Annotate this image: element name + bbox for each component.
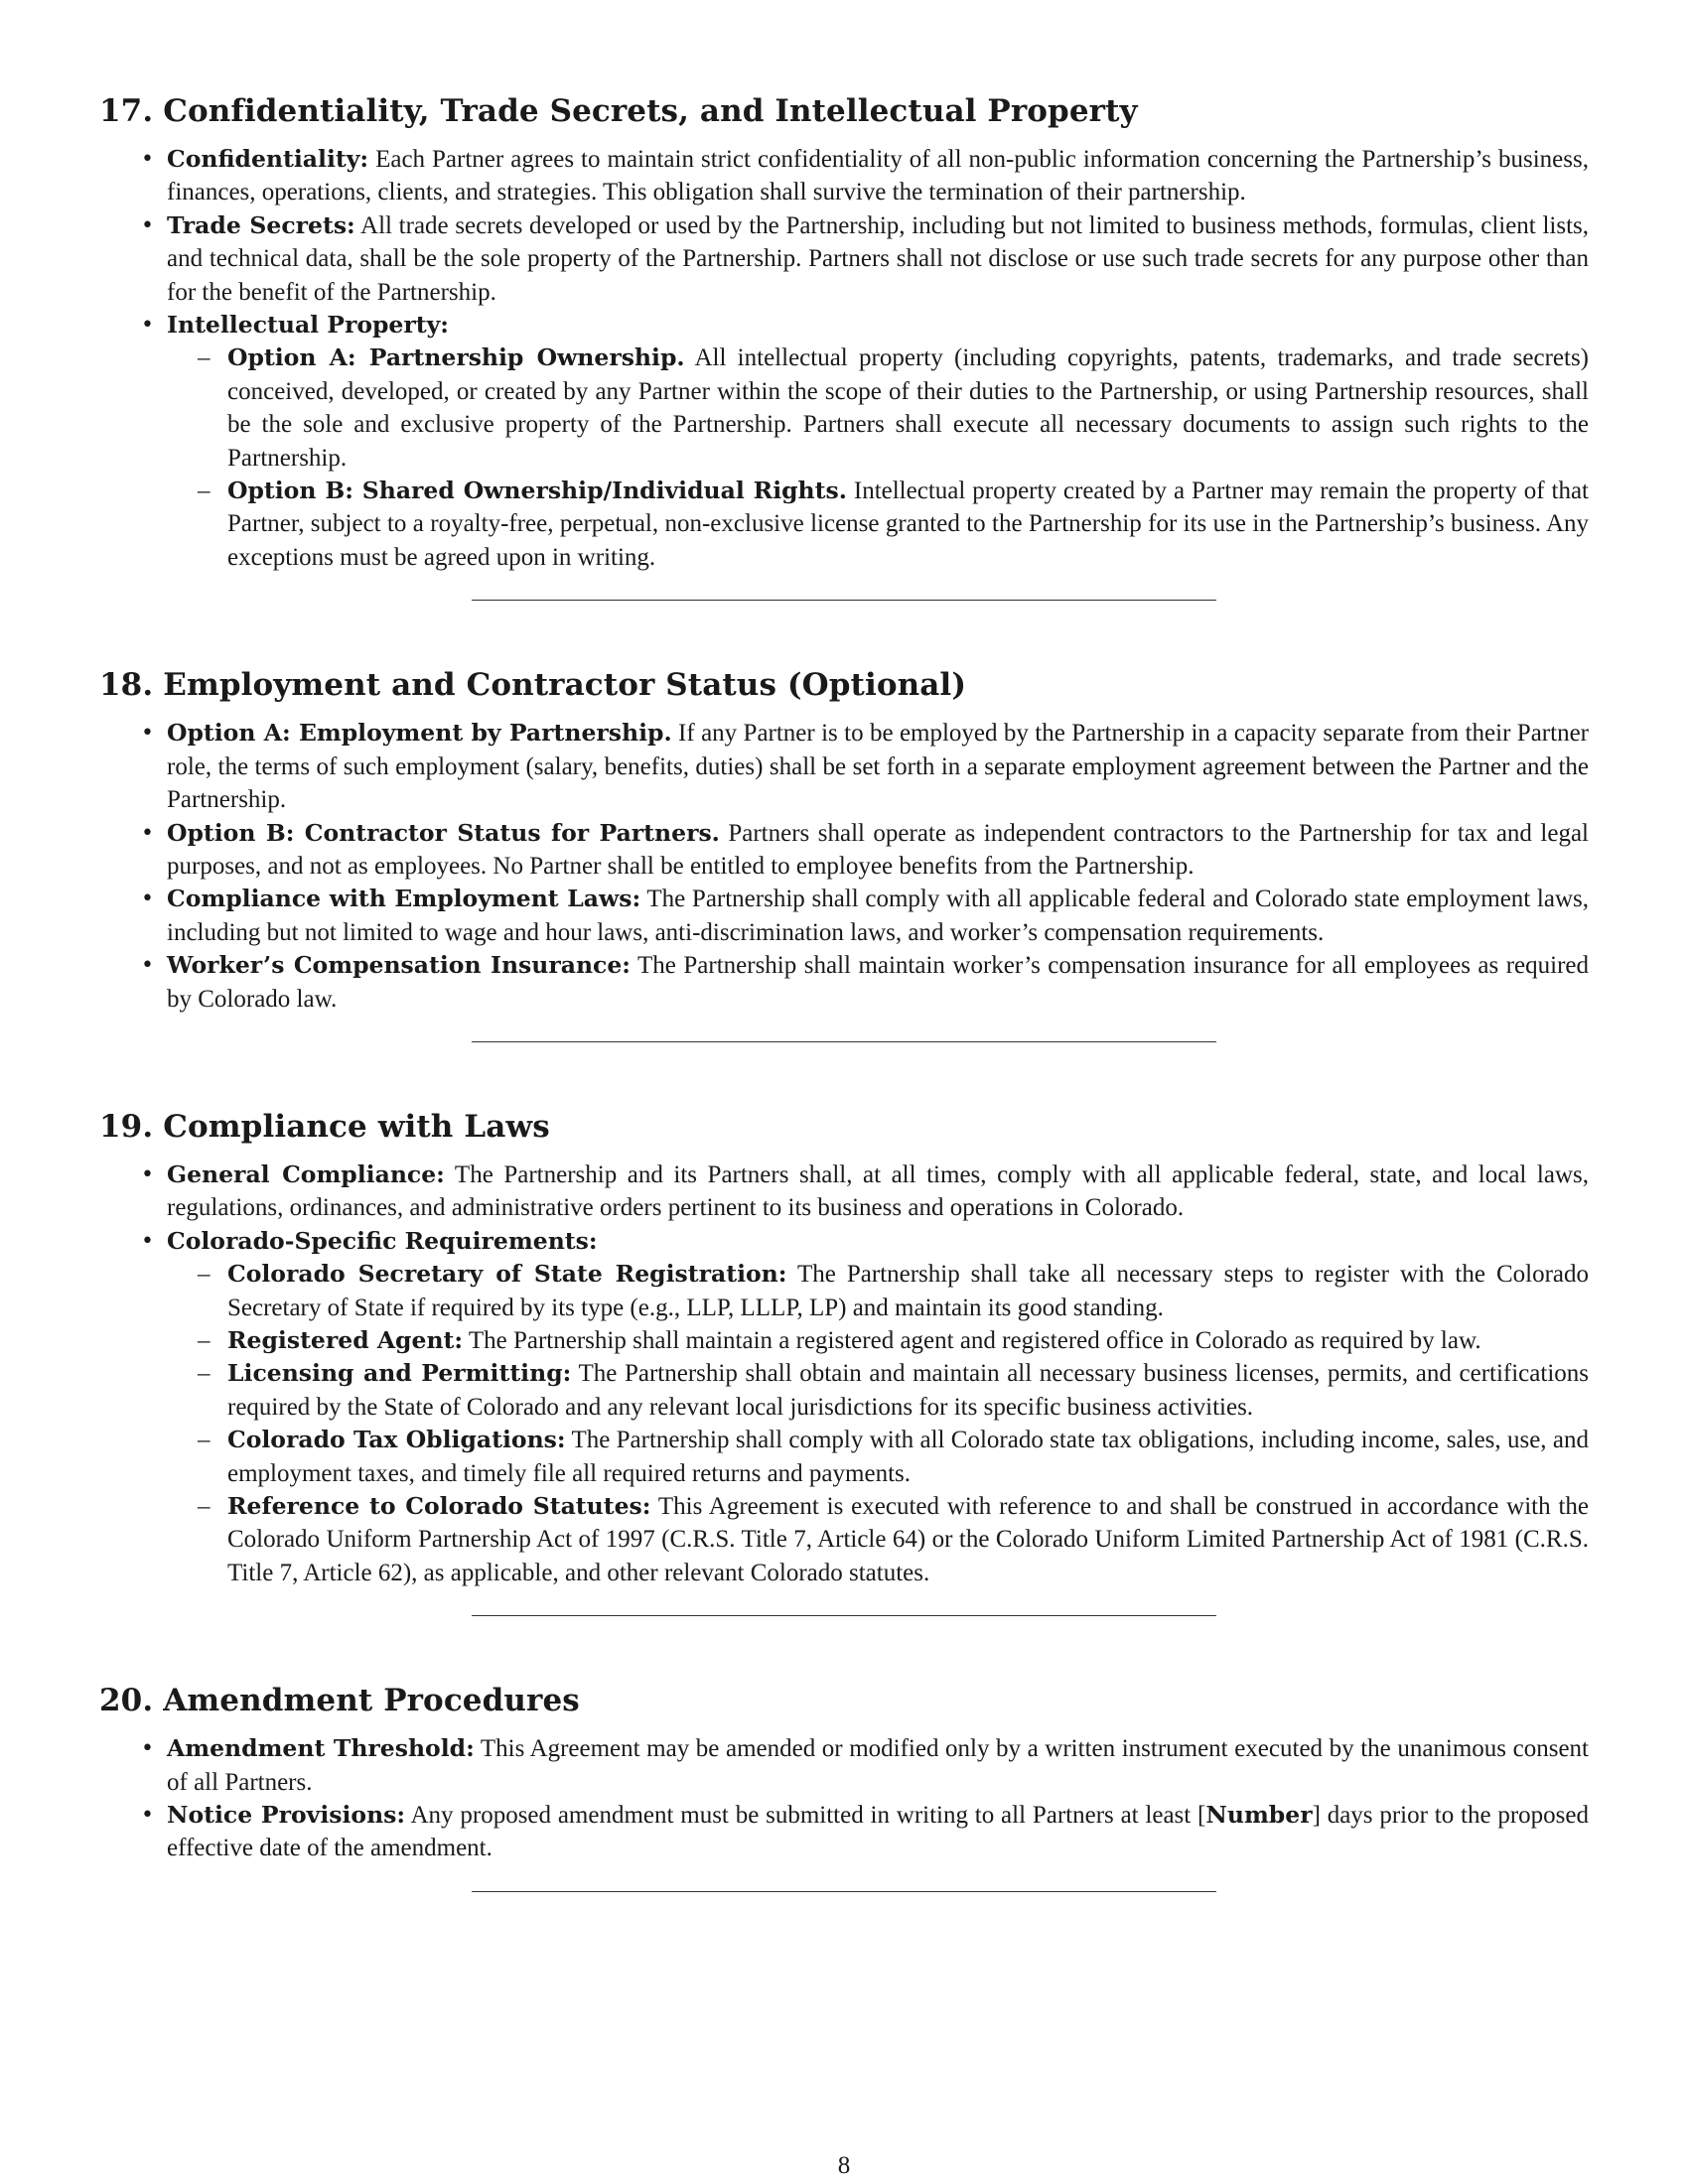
- bullet-list: [99, 717, 1589, 1016]
- bullet-list: [99, 1732, 1589, 1865]
- section-divider: [99, 1041, 1589, 1042]
- item-label: Worker’s Compensation Insurance:: [167, 951, 631, 980]
- item-label: Intellectual Property:: [167, 311, 449, 340]
- section-number: 18.: [99, 667, 154, 704]
- sub-list: [167, 341, 1589, 574]
- subitem-label: Option A: Partnership Ownership.: [227, 343, 685, 372]
- item-text: Partners shall operate as independent contractors to the Partnership for tax and legal purposes, and not as employees. No Partner shall be entitled to employee benefits from the Partnership.: [167, 819, 1589, 880]
- section-18: [99, 665, 1589, 1016]
- sub-list-item: [227, 1357, 1589, 1424]
- item-text: The Partnership and its Partners shall, at all times, comply with all applicable federal, state, and local laws, regulations, ordinances, and administrative orders pertinent to its business and operations in Colorado.: [167, 1160, 1589, 1222]
- section-title: Compliance with Laws: [163, 1108, 550, 1145]
- page-number: 8: [837, 2152, 851, 2179]
- subitem-label: Colorado Tax Obligations:: [227, 1426, 566, 1454]
- item-text: All trade secrets developed or used by the Partnership, including but not limited to business methods, formulas, client lists, and technical data, shall be the sole property of the Partnership. Partners shall not disclose or use such trade secrets for any purpose other than for the benefit of the Partnership.: [167, 211, 1589, 306]
- item-text: Each Partner agrees to maintain strict confidentiality of all non-public information concerning the Partnership’s business, finances, operations, clients, and strategies. This obligation shall survive the termination of their partnership.: [167, 146, 1589, 206]
- subitem-text: The Partnership shall maintain a registered agent and registered office in Colorado as required by law.: [463, 1326, 1481, 1354]
- section-number: 17.: [99, 93, 154, 129]
- subitem-text: This Agreement is executed with reference to and shall be construed in accordance with the Colorado Uniform Partnership Act of 1997 (C.R.S. Title 7, Article 64) or the Colorado Uniform Limited Partnership Act of 1981 (C.R.S. Title 7, Article 62), as applicable, and other relevant Colorado statutes.: [227, 1493, 1589, 1586]
- list-item: [167, 209, 1589, 309]
- section-number: 19.: [99, 1108, 154, 1145]
- sub-list-item: [227, 1258, 1589, 1324]
- item-label: Option B: Contractor Status for Partners.: [167, 818, 720, 847]
- item-label: General Compliance:: [167, 1160, 445, 1188]
- document-page: [99, 91, 1589, 1892]
- section-heading: [99, 1681, 1589, 1720]
- section-heading: [99, 665, 1589, 705]
- sub-list-item: [227, 1424, 1589, 1490]
- section-divider: [99, 1891, 1589, 1892]
- item-text-after: days prior to the proposed effective date of the amendment.: [167, 1802, 1590, 1862]
- item-label: Compliance with Employment Laws:: [167, 885, 641, 913]
- item-label: Amendment Threshold:: [167, 1734, 475, 1763]
- section-title: Amendment Procedures: [163, 1683, 580, 1719]
- list-item: [167, 883, 1589, 949]
- divider-line: [472, 1615, 1216, 1616]
- list-item: [167, 1732, 1589, 1799]
- subitem-text: The Partnership shall take all necessary steps to register with the Colorado Secretary of State if required by its type (e.g., LLP, LLLP, LP) and maintain its good standing.: [227, 1261, 1589, 1321]
- list-item: [167, 1159, 1589, 1225]
- divider-line: [472, 1041, 1216, 1042]
- item-text: The Partnership shall comply with all applicable federal and Colorado state employment laws, including but not limited to wage and hour laws, anti-discrimination laws, and worker’s compensation requirements.: [167, 886, 1589, 946]
- item-text: This Agreement may be amended or modified only by a written instrument executed by the unanimous consent of all Partners.: [167, 1735, 1589, 1796]
- section-title: Employment and Contractor Status (Optional): [163, 667, 967, 704]
- list-item: [167, 717, 1589, 816]
- list-item: [167, 949, 1589, 1016]
- section-heading: [99, 1107, 1589, 1147]
- subitem-label: Registered Agent:: [227, 1325, 464, 1354]
- placeholder-field: Number: [1205, 1801, 1313, 1830]
- section-heading: [99, 91, 1589, 131]
- section-number: 20.: [99, 1683, 154, 1719]
- section-19: [99, 1107, 1589, 1589]
- divider-line: [472, 600, 1216, 601]
- section-title: Confidentiality, Trade Secrets, and Intellectual Property: [163, 93, 1138, 129]
- list-item: [167, 143, 1589, 209]
- item-label: Notice Provisions:: [167, 1801, 406, 1830]
- list-item: [167, 817, 1589, 884]
- list-item: [167, 1225, 1589, 1589]
- item-text: Any proposed amendment must be submitted in writing to all Partners at least: [405, 1802, 1198, 1830]
- bullet-list: [99, 143, 1589, 574]
- sub-list-item: [227, 1324, 1589, 1357]
- sub-list-item: [227, 475, 1589, 574]
- sub-list-item: [227, 341, 1589, 475]
- subitem-label: Licensing and Permitting:: [227, 1359, 572, 1388]
- item-label: Colorado-Specific Requirements:: [167, 1226, 598, 1255]
- sub-list: [167, 1258, 1589, 1589]
- subitem-label: Colorado Secretary of State Registration:: [227, 1260, 787, 1289]
- subitem-text: Intellectual property created by a Partner may remain the property of that Partner, subject to a royalty-free, perpetual, non-exclusive license granted to the Partnership for its use in the Partnership’s business. Any exceptions must be agreed upon in writing.: [227, 478, 1589, 571]
- divider-line: [472, 1891, 1216, 1892]
- list-item: [167, 309, 1589, 574]
- subitem-label: Reference to Colorado Statutes:: [227, 1492, 651, 1520]
- subitem-text: The Partnership shall obtain and maintain all necessary business licenses, permits, and certifications required by the State of Colorado and any relevant local jurisdictions for its specific business activities.: [227, 1360, 1589, 1421]
- subitem-text: All intellectual property (including copyrights, patents, trademarks, and trade secrets) conceived, developed, or created by any Partner within the scope of their duties to the Partnership, or using Partnership resources, shall be the sole and exclusive property of the Partnership. Partners shall execute all necessary documents to assign such rights to the Partnership.: [227, 344, 1589, 472]
- section-divider: [99, 600, 1589, 601]
- item-text: If any Partner is to be employed by the Partnership in a capacity separate from their Partner role, the terms of such employment (salary, benefits, duties) shall be set forth in a separate employment agreement between the Partner and the Partnership.: [167, 720, 1589, 814]
- subitem-text: The Partnership shall comply with all Colorado state tax obligations, including income, sales, use, and employment taxes, and timely file all required returns and payments.: [227, 1427, 1589, 1487]
- item-label: Trade Secrets:: [167, 210, 355, 239]
- subitem-label: Option B: Shared Ownership/Individual Rights.: [227, 477, 847, 505]
- section-20: [99, 1681, 1589, 1865]
- section-17: [99, 91, 1589, 574]
- item-label: Confidentiality:: [167, 145, 369, 173]
- item-text: The Partnership shall maintain worker’s compensation insurance for all employees as required by Colorado law.: [167, 952, 1590, 1013]
- sub-list-item: [227, 1490, 1589, 1589]
- item-label: Option A: Employment by Partnership.: [167, 719, 672, 748]
- section-divider: [99, 1615, 1589, 1616]
- bullet-list: [99, 1159, 1589, 1589]
- list-item: • Notice Provisions: Any proposed amendment must be submitted in writing to all Partners at least [Number] days prior to the proposed effective date of the amendment.: [167, 1799, 1589, 1865]
